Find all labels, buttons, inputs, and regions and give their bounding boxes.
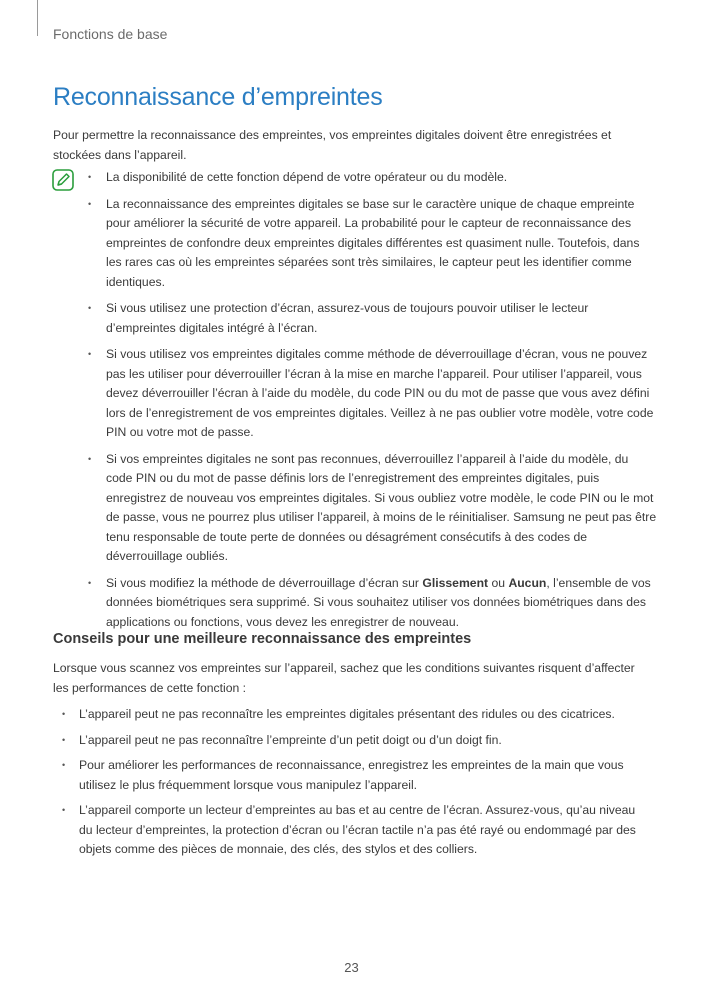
note-text-pre: Si vous modifiez la méthode de déverrouillage d’écran sur bbox=[106, 575, 423, 590]
note-text: Si vos empreintes digitales ne sont pas reconnues, déverrouillez l’appareil à l’aide du modèle, du code PIN ou du mot de passe définis lors de l’enregistrement des empreintes digitales, puis enregistrez de nouveau vos empreintes digitales. Si vous oubliez votre modèle, le code PIN ou le mot de passe, vous ne pourrez plus utiliser l’appareil, à moins de le réinitialiser. Samsung ne peut pas être tenu responsable de toute perte de données ou désagrément consécutifs à des codes de déverrouillage oubliés. bbox=[106, 451, 657, 563]
note-item bbox=[88, 168, 658, 188]
tip-item: • Pour améliorer les performances de reconnaissance, enregistrez les empreintes de la main que vous utilisez le plus fréquemment lorsque vous manipulez l’appareil. bbox=[62, 756, 652, 795]
note-text-mid: ou bbox=[488, 575, 509, 590]
note-item bbox=[88, 574, 658, 633]
section-subheading: Conseils pour une meilleure reconnaissance des empreintes bbox=[53, 631, 472, 647]
note-item bbox=[88, 450, 658, 567]
note-text-post: , l’ensemble de vos données biométriques sera supprimé. Si vous souhaitez utiliser vos données biométriques dans des applications ou fonctions, vous devez les enregistrer de nouveau. bbox=[106, 575, 651, 629]
note-item bbox=[88, 195, 658, 293]
intro-paragraph: Pour permettre la reconnaissance des empreintes, vos empreintes digitales doivent être enregistrées et stockées dans l’appareil. bbox=[53, 128, 612, 162]
section-header: Fonctions de base bbox=[53, 26, 168, 42]
tip-item: • L’appareil comporte un lecteur d’empreintes au bas et au centre de l’écran. Assurez-vous, qu’au niveau du lecteur d’empreintes, la protection d’écran ou l’écran tactile n’a pas été rayé ou endommagé par des objets comme des pièces de monnaie, des clés, des stylos et des colliers. bbox=[62, 801, 652, 860]
tips-list bbox=[62, 705, 652, 866]
tip-item: • L’appareil peut ne pas reconnaître l’empreinte d’un petit doigt ou d’un doigt fin. bbox=[62, 731, 652, 751]
note-item bbox=[88, 345, 658, 443]
header-divider bbox=[37, 0, 38, 36]
tips-intro-paragraph: Lorsque vous scannez vos empreintes sur l’appareil, sachez que les conditions suivantes risquent d’affecter les performances de cette fonction : bbox=[53, 661, 635, 695]
option-glissement: Glissement bbox=[422, 575, 489, 590]
note-pencil-icon bbox=[52, 169, 74, 191]
note-text: Si vous utilisez vos empreintes digitales comme méthode de déverrouillage d’écran, vous ne pouvez pas les utiliser pour déverrouiller l’écran à la mise en marche l’appareil. Pour utiliser l’appareil, vous devez déverrouiller l’écran à l’aide du modèle, du code PIN ou du mot de passe que vous avez défini lors de l’enregistrement de vos empreintes digitales. Veillez à ne pas oublier votre modèle, votre code PIN ou votre mot de passe. bbox=[106, 347, 654, 439]
note-text: La disponibilité de cette fonction dépend de votre opérateur ou du modèle. bbox=[106, 170, 508, 184]
notes-list bbox=[88, 168, 658, 639]
option-aucun: Aucun bbox=[508, 575, 547, 590]
note-item bbox=[88, 299, 658, 338]
tip-item: • L’appareil peut ne pas reconnaître les empreintes digitales présentant des ridules ou des cicatrices. bbox=[62, 705, 652, 725]
page-number: 23 bbox=[344, 960, 359, 975]
note-text: Si vous utilisez une protection d’écran, assurez-vous de toujours pouvoir utiliser le lecteur d’empreintes digitales intégré à l’écran. bbox=[106, 301, 589, 335]
page-title: Reconnaissance d’empreintes bbox=[53, 83, 383, 111]
note-text: La reconnaissance des empreintes digitales se base sur le caractère unique de chaque empreinte pour améliorer la sécurité de votre appareil. La probabilité pour le capteur de reconnaissance des empreintes de confondre deux empreintes digitales différentes est quasiment nulle. Toutefois, dans les rares cas où les empreintes séparées sont très similaires, le capteur peut les identifier comme identiques. bbox=[106, 196, 640, 289]
